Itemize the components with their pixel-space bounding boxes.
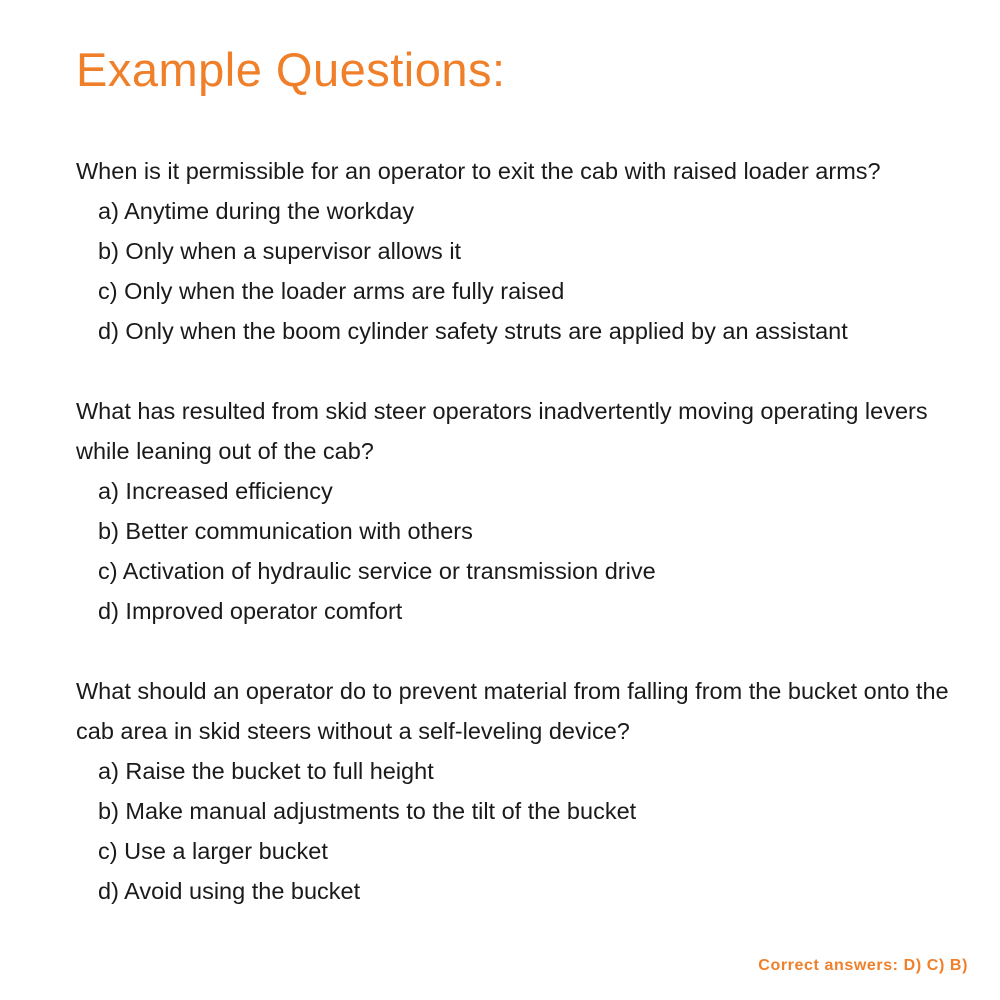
option-c: c) Activation of hydraulic service or transmission drive	[98, 558, 656, 584]
option-a: a) Raise the bucket to full height	[98, 758, 434, 784]
question-text: What should an operator do to prevent material from falling from the bucket onto the cab area in skid steers without a self-leveling device?	[76, 678, 949, 744]
option-list	[76, 191, 976, 351]
option-list	[76, 471, 976, 631]
option-d: d) Only when the boom cylinder safety struts are applied by an assistant	[98, 318, 848, 344]
question-list	[76, 151, 976, 951]
question-2	[76, 391, 976, 631]
option-list	[76, 751, 976, 911]
option-b: b) Only when a supervisor allows it	[98, 238, 462, 264]
option-b: b) Make manual adjustments to the tilt of the bucket	[98, 798, 637, 824]
option-a: a) Increased efficiency	[98, 478, 333, 504]
page-title: Example Questions:	[76, 43, 506, 96]
question-1	[76, 151, 976, 351]
correct-answers: Correct answers: D) C) B)	[758, 957, 968, 974]
option-d: d) Avoid using the bucket	[98, 878, 361, 904]
option-c: c) Use a larger bucket	[98, 838, 328, 864]
option-a: a) Anytime during the workday	[98, 198, 415, 224]
question-text: When is it permissible for an operator to exit the cab with raised loader arms?	[76, 158, 881, 184]
option-d: d) Improved operator comfort	[98, 598, 403, 624]
question-3	[76, 671, 976, 911]
option-b: b) Better communication with others	[98, 518, 473, 544]
question-text: What has resulted from skid steer operators inadvertently moving operating levers while leaning out of the cab?	[76, 398, 928, 464]
option-c: c) Only when the loader arms are fully raised	[98, 278, 565, 304]
